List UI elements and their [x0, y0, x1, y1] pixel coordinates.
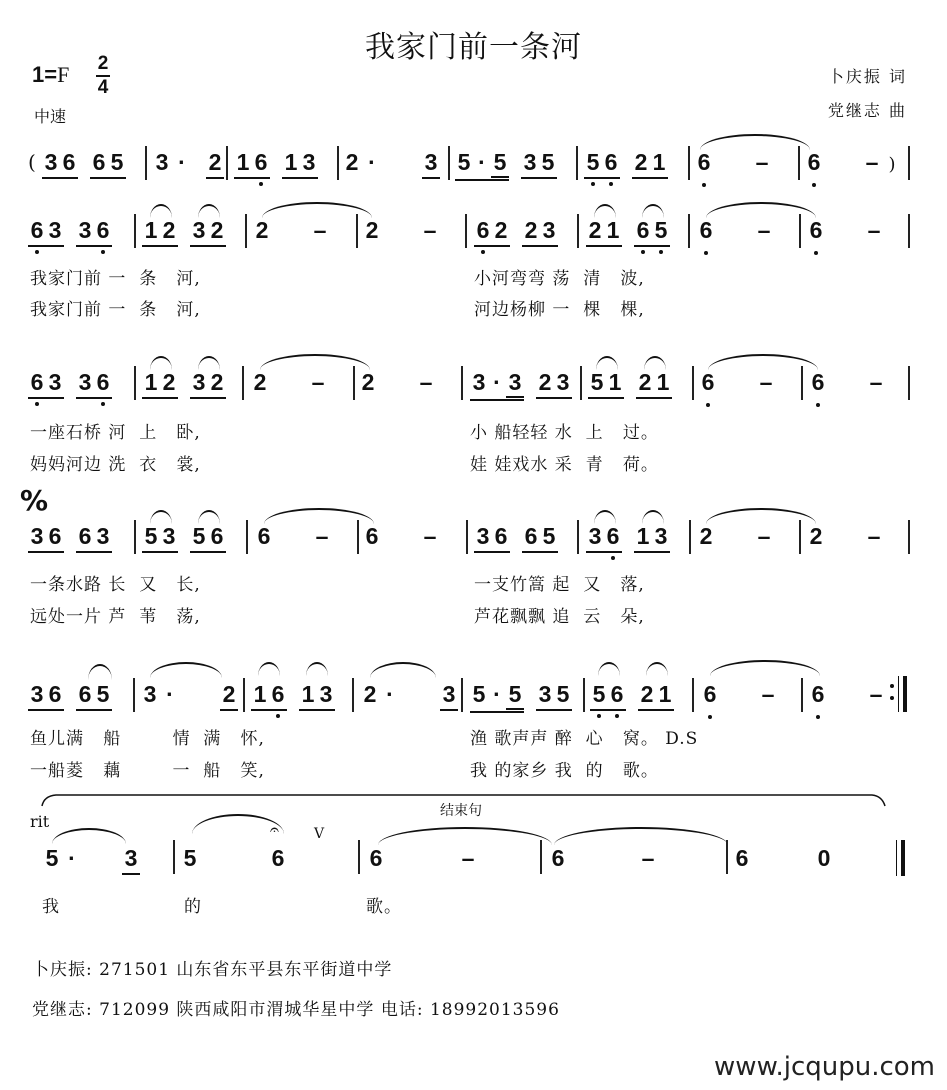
measure-6: 2 1 6 5	[586, 214, 682, 246]
lyricist-credit: 卜庆振 词	[827, 67, 907, 86]
measure-6: 5 6 2 1	[590, 678, 686, 710]
measure-2: 1 2 3 2	[142, 214, 238, 246]
measure-8: 2 –	[809, 523, 881, 549]
barline	[726, 840, 728, 874]
lyrics-verse1: 一支竹篙 起 又 落,	[474, 575, 645, 595]
lyrics-verse2: 芦花飘飘 追 云 朵,	[474, 607, 645, 627]
rit-marking: rit	[30, 812, 50, 831]
watermark: www.jcqupu.com	[714, 1052, 935, 1082]
measure-3: 6 –	[369, 845, 475, 871]
barline	[540, 840, 542, 874]
tempo-marking: 中速	[34, 107, 67, 126]
measure-5: 5 · 5 3 5	[470, 678, 584, 710]
measure-7: 6 –	[696, 214, 774, 246]
lyric: 歌。	[366, 897, 402, 917]
measure-5: 3 6 6 5	[474, 520, 570, 552]
measure-6: 5 6 2 1	[584, 146, 680, 178]
measure-4: 6 –	[365, 523, 437, 549]
measure-6: 3 6 1 3	[586, 520, 682, 552]
measure-3: 1 6 1 3	[251, 678, 347, 710]
measure-7: 6 –	[700, 678, 778, 710]
final-barline-thick	[901, 840, 905, 876]
lyrics-verse2: 娃 娃戏水 采 青 荷。	[470, 455, 659, 475]
measure-7: 6 –	[698, 366, 776, 398]
time-sig-bottom: 4	[97, 77, 109, 98]
measure-1: 3 6 6 5	[28, 678, 124, 710]
measure-5: 5 · 5 3 5	[455, 146, 569, 178]
lyrics-verse2: 河边杨柳 一 棵 棵,	[474, 300, 645, 320]
song-title: 我家门前一条河	[365, 30, 582, 65]
measure-2: 3 · 2	[140, 678, 250, 710]
lyrics-verse1: 渔 歌声声 醉 心 窝。 D.S	[470, 729, 699, 749]
measure-1: 6 3 3 6	[28, 214, 124, 246]
open-paren: (	[28, 150, 36, 174]
measure-2: 1 2 3 2	[142, 366, 238, 398]
barline	[358, 840, 360, 874]
lyrics-verse2: 妈妈河边 洗 衣 裳,	[30, 455, 201, 475]
measure-2: 3 · 2	[152, 146, 236, 178]
lyrics-verse1: 我家门前 一 条 河,	[30, 269, 201, 289]
measure-6: 5 1 2 1	[588, 366, 684, 398]
measure-3: 1 6 1 3	[234, 146, 330, 178]
key-number: 1=	[32, 62, 58, 87]
lyric: 的	[184, 897, 202, 917]
breath-mark: V	[314, 826, 325, 842]
fermata-icon: 𝄐	[270, 820, 279, 839]
lyrics-verse1: 鱼儿满 船 情 满 怀,	[30, 729, 265, 749]
measure-7: 6 –	[694, 146, 772, 178]
measure-8: 6 –	[808, 366, 886, 398]
measure-4: 2 · 3	[360, 678, 470, 710]
barline	[173, 840, 175, 874]
measure-3: 2 –	[253, 369, 325, 395]
composer-address: 党继志: 712099 陕西咸阳市渭城华星中学 电话: 18992013596	[32, 1000, 560, 1020]
measure-8: 6 –	[808, 678, 886, 710]
measure-4: 2 –	[365, 217, 437, 243]
segno-icon: %	[20, 484, 49, 517]
lyrics-verse1: 一座石桥 河 上 卧,	[30, 423, 201, 443]
lyrics-verse1: 一条水路 长 又 长,	[30, 575, 201, 595]
measure-1: 6 3 3 6	[28, 366, 124, 398]
measure-5: 6 0	[735, 845, 831, 871]
measure-1: 5 · 3	[42, 842, 152, 874]
measure-2: 5 3 5 6	[142, 520, 238, 552]
measure-4: 2 –	[361, 369, 433, 395]
lyrics-verse2: 远处一片 芦 苇 荡,	[30, 607, 201, 627]
final-barline-thin	[896, 840, 897, 876]
lyricist-address: 卜庆振: 271501 山东省东平县东平街道中学	[32, 960, 393, 980]
measure-5: 6 2 2 3	[474, 214, 570, 246]
time-sig-top: 2	[97, 53, 109, 74]
lyrics-verse1: 小河弯弯 荡 清 波,	[474, 269, 645, 289]
key-letter: F	[57, 62, 70, 87]
measure-4: 2 · 3	[342, 146, 452, 178]
measure-8: 6 – )	[804, 146, 902, 178]
measure-3: 2 –	[255, 217, 327, 243]
measure-3: 6 –	[257, 523, 329, 549]
measure-5: 3 · 3 2 3	[470, 366, 584, 398]
measure-8: 6 –	[806, 214, 884, 246]
measure-4: 6 –	[551, 845, 655, 871]
measure-2: 5 6	[183, 845, 285, 871]
lyrics-verse2: 我家门前 一 条 河,	[30, 300, 201, 320]
lyrics-verse2: 我 的家乡 我 的 歌。	[470, 761, 659, 781]
measure-7: 2 –	[699, 523, 771, 549]
lyric: 我	[42, 897, 60, 917]
ending-label: 结束句	[440, 803, 482, 819]
lyrics-verse1: 小 船轻轻 水 上 过。	[470, 423, 659, 443]
lyrics-verse2: 一船菱 藕 一 船 笑,	[30, 761, 265, 781]
composer-credit: 党继志 曲	[827, 101, 907, 120]
measure-1: 3 6 6 5	[42, 146, 138, 178]
measure-1: 3 6 6 3	[28, 520, 124, 552]
